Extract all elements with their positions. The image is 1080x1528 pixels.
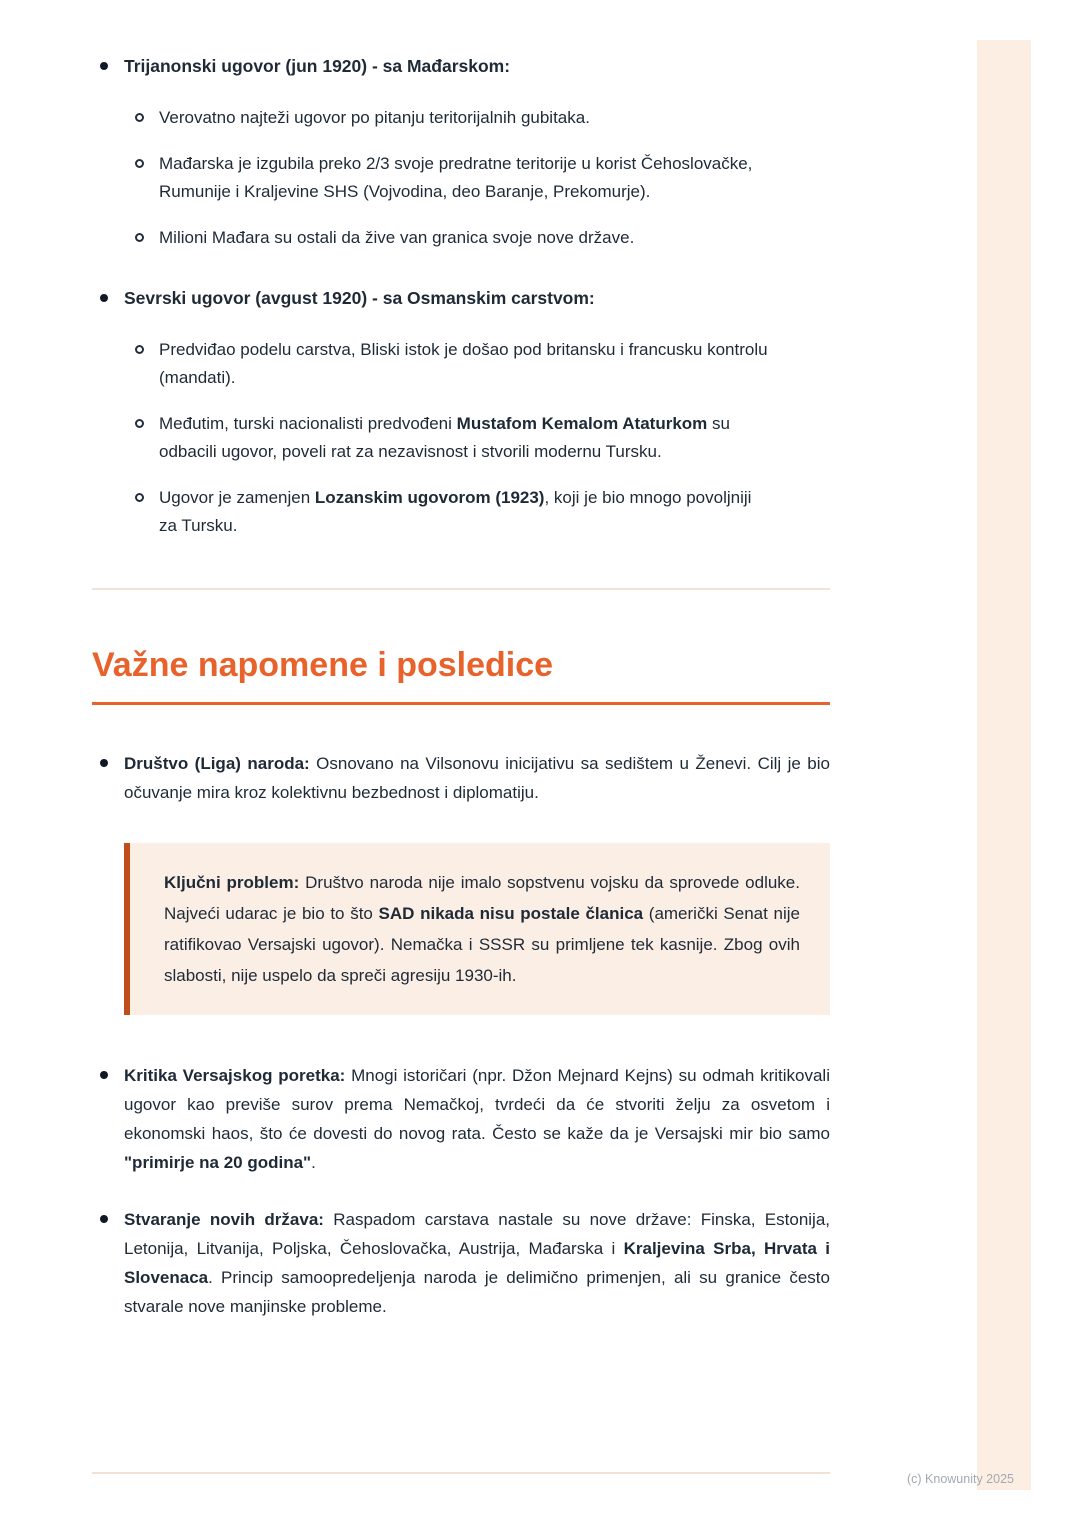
text-segment: Mađarska je izgubila preko 2/3 svoje predratne teritorije u korist Čehoslovačke, Rumunije i Kraljevine SHS (Vojvodina, deo Baranje, Prekomurje). [159,154,753,201]
treaty-point-text [159,104,590,132]
treaty-point-text [159,484,774,540]
treaty-point [124,104,830,132]
bullet-dot-icon [100,294,108,302]
treaty-point-text [159,150,774,206]
callout-box [124,843,830,1015]
bold-text-segment: SAD nikada nisu postale članica [378,904,644,923]
circle-bullet-icon [135,113,144,122]
treaty-body [124,284,830,558]
circle-bullet-icon [135,345,144,354]
text-segment: Međutim, turski nacionalisti predvođeni [159,414,457,433]
bullet-dot-icon [100,1071,108,1079]
treaty-point [124,410,830,466]
bottom-divider [92,1472,830,1474]
circle-bullet-icon [135,233,144,242]
bullet-dot-icon [100,1215,108,1223]
text-segment: Društvo naroda nije imalo sopstvenu vojsku da sprovede odluke. Najveći udarac je bio to što [164,873,800,923]
note-item [92,1061,830,1177]
bold-text-segment: Mustafom Kemalom Ataturkom [456,414,708,433]
treaty-points [124,104,830,252]
footer-credit: (c) Knowunity 2025 [906,1472,1014,1486]
bold-text-segment: "primirje na 20 godina" [124,1153,312,1172]
treaty-points [124,336,830,540]
text-segment: . [311,1153,316,1172]
text-segment: Milioni Mađara su ostali da žive van granica svoje nove države. [159,228,635,247]
treaty-point-text [159,410,774,466]
note-text [124,1205,830,1321]
treaty-list [92,52,830,558]
bullet-dot-icon [100,759,108,767]
circle-bullet-icon [135,419,144,428]
text-segment: (američki Senat nije ratifikovao Versajski ugovor). Nemačka i SSSR su primljene tek kasnije. Zbog ovih slabosti, nije uspelo da spreči agresiju 1930-ih. [164,904,800,985]
callout-text [164,867,800,991]
page-content [92,52,830,1349]
treaty-point [124,336,830,392]
text-segment: Ugovor je zamenjen [159,488,315,507]
note-item [92,1205,830,1321]
treaty-title-text: Trijanonski ugovor (jun 1920) - sa Mađarskom: [124,56,511,76]
text-segment: Predviđao podelu carstva, Bliski istok je došao pod britansku i francusku kontrolu (mandati). [159,340,768,387]
treaty-title [124,52,830,80]
text-segment: , koji je bio mnogo povoljniji za Tursku. [159,488,752,535]
text-segment: su odbacili ugovor, poveli rat za nezavisnost i stvorili modernu Tursku. [159,414,730,461]
text-segment: . Princip samoopredeljenja naroda je delimično primenjen, ali su granice često stvarale nove manjinske probleme. [124,1268,830,1316]
bold-text-segment: Lozanskim ugovorom (1923) [314,488,545,507]
heading-underline [92,702,830,705]
bullet-dot-icon [100,62,108,70]
bold-text-segment: Ključni problem: [164,873,300,892]
treaty-body [124,52,830,270]
circle-bullet-icon [135,493,144,502]
text-segment: Raspadom carstava nastale su nove države: Finska, Estonija, Letonija, Litvanija, Poljska, Čehoslovačka, Austrija, Mađarska i [124,1210,831,1258]
side-decoration-strip [977,40,1031,1490]
treaty-point [124,150,830,206]
treaty-item [92,52,830,270]
treaty-point-text [159,224,634,252]
treaty-point [124,484,830,540]
text-segment: Mnogi istoričari (npr. Džon Mejnard Kejns) su odmah kritikovali ugovor kao previše surov prema Nemačkoj, tvrdeći da će stvoriti želju za osvetom i ekonomski haos, što će dovesti do novog rata. Često se kaže da je Versajski mir bio samo [124,1066,830,1143]
section-divider [92,588,830,590]
notes-blocks [92,749,830,1321]
treaty-title-text: Sevrski ugovor (avgust 1920) - sa Osmanskim carstvom: [124,288,595,308]
treaty-title [124,284,830,312]
section-heading: Važne napomene i posledice [92,646,554,684]
note-text [124,749,830,807]
bold-text-segment: Kraljevina Srba, Hrvata i Slovenaca [124,1239,830,1287]
note-text [124,1061,830,1177]
circle-bullet-icon [135,159,144,168]
note-item [92,749,830,807]
text-segment: Osnovano na Vilsonovu inicijativu sa sedištem u Ženevi. Cilj je bio očuvanje mira kroz kolektivnu bezbednost i diplomatiju. [124,754,830,802]
bold-text-segment: Kritika Versajskog poretka: [124,1066,346,1085]
bold-text-segment: Stvaranje novih država: [124,1210,324,1229]
treaty-item [92,284,830,558]
bold-text-segment: Društvo (Liga) naroda: [124,754,310,773]
treaty-point-text [159,336,774,392]
text-segment: Verovatno najteži ugovor po pitanju teritorijalnih gubitaka. [159,108,590,127]
treaty-point [124,224,830,252]
